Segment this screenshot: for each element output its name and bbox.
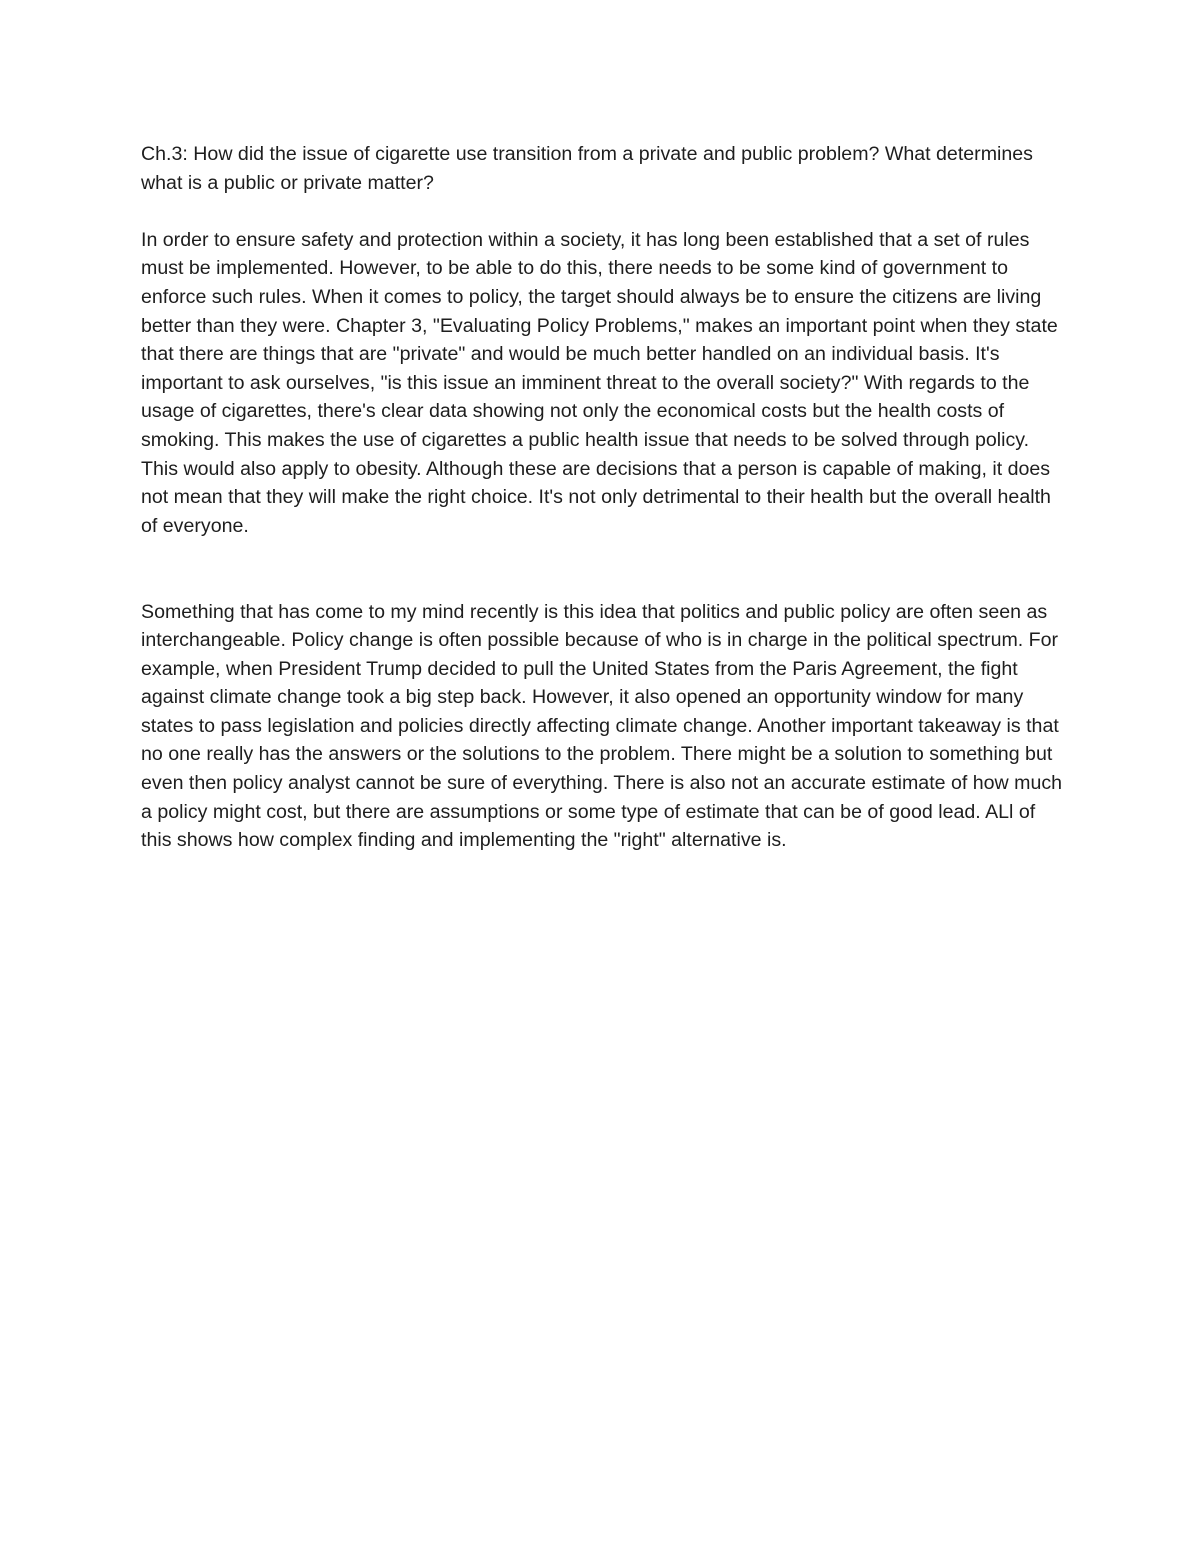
chapter-question: Ch.3: How did the issue of cigarette use transition from a private and public problem? What determines what is a public or private matter? [141, 143, 1033, 194]
body-paragraph: Something that has come to my mind recently is this idea that politics and public policy are often seen as interchangeable. Policy change is often possible because of who is in charge in the political spectrum. For example, when President Trump decided to pull the United States from the Paris Agreement, the fight against climate change took a big step back. However, it also opened an opportunity window for many states to pass legislation and policies directly affecting climate change. Another important takeaway is that no one really has the answers or the solutions to the problem. There might be a solution to something but even then policy analyst cannot be sure of everything. There is also not an accurate estimate of how much a policy might cost, but there are assumptions or some type of estimate that can be of good lead. ALl of this shows how complex finding and implementing the "right" alternative is. [141, 600, 1063, 852]
document-body [141, 140, 1066, 855]
body-paragraph: In order to ensure safety and protection within a society, it has long been established that a set of rules must be implemented. However, to be able to do this, there needs to be some kind of government to enforce such rules. When it comes to policy, the target should always be to ensure the citizens are living better than they were. Chapter 3, "Evaluating Policy Problems," makes an important point when they state that there are things that are "private" and would be much better handled on an individual basis. It's important to ask ourselves, "is this issue an imminent threat to the overall society?" With regards to the usage of cigarettes, there's clear data showing not only the economical costs but the health costs of smoking. This makes the use of cigarettes a public health issue that needs to be solved through policy. This would also apply to obesity. Although these are decisions that a person is capable of making, it does not mean that they will make the right choice. It's not only detrimental to their health but the overall health of everyone. [141, 228, 1058, 537]
